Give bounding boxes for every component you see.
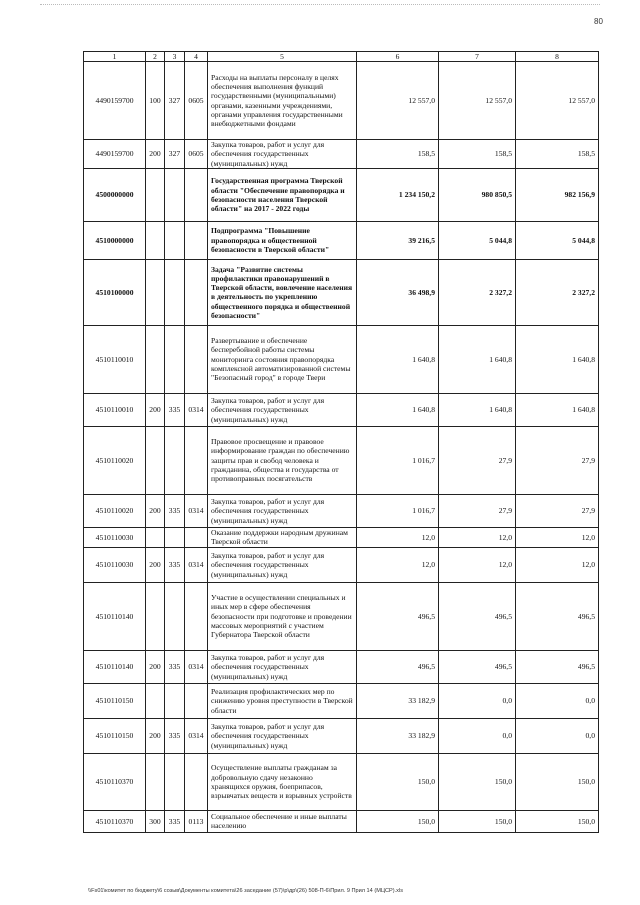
row-value-2020-cell: 1 234 150,2 xyxy=(357,168,439,221)
header-cell: 1 xyxy=(84,52,146,62)
row-description-cell: Развертывание и обеспечение бесперебойной работы системы мониторинга состояния правопорядка комплексной автоматизированной системы "Безопасный город" в городе Твери xyxy=(208,325,357,393)
row-code-cell: 4510110020 xyxy=(84,426,146,494)
row-value-2022-cell: 27,9 xyxy=(516,494,599,527)
row-value-2021-cell: 27,9 xyxy=(439,494,516,527)
row-code-cell: 4510110150 xyxy=(84,683,146,718)
row-admin-code-cell xyxy=(165,582,185,650)
table-row xyxy=(84,547,599,582)
row-admin-code-cell: 327 xyxy=(165,62,185,140)
row-description-cell: Закупка товаров, работ и услуг для обеспечения государственных (муниципальных) нужд xyxy=(208,650,357,683)
row-value-2022-cell: 150,0 xyxy=(516,753,599,810)
table-header-row xyxy=(84,52,599,62)
row-section-cell xyxy=(185,582,208,650)
row-value-2022-cell: 496,5 xyxy=(516,650,599,683)
row-expense-type-cell xyxy=(146,753,165,810)
row-value-2021-cell: 980 850,5 xyxy=(439,168,516,221)
row-admin-code-cell xyxy=(165,259,185,325)
row-value-2021-cell: 496,5 xyxy=(439,582,516,650)
row-value-2022-cell: 1 640,8 xyxy=(516,325,599,393)
row-value-2022-cell: 1 640,8 xyxy=(516,393,599,426)
row-admin-code-cell xyxy=(165,426,185,494)
row-value-2022-cell: 982 156,9 xyxy=(516,168,599,221)
row-value-2022-cell: 12,0 xyxy=(516,527,599,547)
table-row xyxy=(84,718,599,753)
row-value-2022-cell: 150,0 xyxy=(516,810,599,832)
table-row xyxy=(84,582,599,650)
row-admin-code-cell: 335 xyxy=(165,547,185,582)
row-admin-code-cell xyxy=(165,683,185,718)
row-admin-code-cell: 335 xyxy=(165,810,185,832)
row-section-cell: 0314 xyxy=(185,393,208,426)
row-description-cell: Расходы на выплаты персоналу в целях обеспечения выполнения функций государственными (муниципальными) органами, казенными учреждениями, органами управления государственными внебюджетными фондами xyxy=(208,62,357,140)
row-code-cell: 4490159700 xyxy=(84,140,146,169)
row-description-cell: Государственная программа Тверской области "Обеспечение правопорядка и безопасности населения Тверской области" на 2017 - 2022 годы xyxy=(208,168,357,221)
table-row xyxy=(84,325,599,393)
row-admin-code-cell xyxy=(165,221,185,259)
row-description-cell: Оказание поддержки народным дружинам Тверской области xyxy=(208,527,357,547)
row-code-cell: 4510110010 xyxy=(84,325,146,393)
row-value-2020-cell: 496,5 xyxy=(357,650,439,683)
table-row xyxy=(84,221,599,259)
row-description-cell: Правовое просвещение и правовое информирование граждан по обеспечению защиты прав и свобод человека и гражданина, общества и государства от противоправных посягательств xyxy=(208,426,357,494)
row-value-2021-cell: 12,0 xyxy=(439,527,516,547)
row-value-2021-cell: 0,0 xyxy=(439,718,516,753)
row-code-cell: 4510110030 xyxy=(84,527,146,547)
row-value-2022-cell: 0,0 xyxy=(516,683,599,718)
row-admin-code-cell: 327 xyxy=(165,140,185,169)
row-code-cell: 4500000000 xyxy=(84,168,146,221)
row-expense-type-cell xyxy=(146,582,165,650)
row-description-cell: Участие в осуществлении специальных и иных мер в сфере обеспечения безопасности при подготовке и проведении массовых мероприятий с участием Губернатора Тверской области xyxy=(208,582,357,650)
row-value-2022-cell: 496,5 xyxy=(516,582,599,650)
row-section-cell xyxy=(185,753,208,810)
file-path-footer: \\Fs01\комитет по бюджету\6 созыв\Документы комитета\26 заседание (57)\р\др\(26) 508-П-6\Прил. 9 Прил 14 (МЦСР).xls xyxy=(88,888,404,894)
row-value-2022-cell: 5 044,8 xyxy=(516,221,599,259)
row-value-2021-cell: 1 640,8 xyxy=(439,393,516,426)
row-expense-type-cell xyxy=(146,527,165,547)
row-code-cell: 4510110010 xyxy=(84,393,146,426)
row-value-2021-cell: 150,0 xyxy=(439,810,516,832)
table-row xyxy=(84,527,599,547)
row-value-2021-cell: 27,9 xyxy=(439,426,516,494)
row-expense-type-cell xyxy=(146,221,165,259)
row-code-cell: 4510110370 xyxy=(84,810,146,832)
row-value-2020-cell: 12,0 xyxy=(357,527,439,547)
row-code-cell: 4510110140 xyxy=(84,650,146,683)
row-admin-code-cell: 335 xyxy=(165,494,185,527)
row-expense-type-cell xyxy=(146,259,165,325)
row-expense-type-cell: 300 xyxy=(146,810,165,832)
row-section-cell: 0314 xyxy=(185,650,208,683)
row-value-2020-cell: 150,0 xyxy=(357,753,439,810)
row-value-2021-cell: 158,5 xyxy=(439,140,516,169)
row-admin-code-cell xyxy=(165,753,185,810)
table-row xyxy=(84,168,599,221)
row-expense-type-cell: 100 xyxy=(146,62,165,140)
row-expense-type-cell: 200 xyxy=(146,393,165,426)
row-value-2020-cell: 1 016,7 xyxy=(357,494,439,527)
header-cell: 4 xyxy=(185,52,208,62)
page-number: 80 xyxy=(594,17,603,26)
row-admin-code-cell: 335 xyxy=(165,650,185,683)
row-value-2021-cell: 5 044,8 xyxy=(439,221,516,259)
row-section-cell: 0605 xyxy=(185,140,208,169)
row-expense-type-cell xyxy=(146,325,165,393)
row-description-cell: Подпрограмма "Повышение правопорядка и общественной безопасности в Тверской области" xyxy=(208,221,357,259)
row-admin-code-cell xyxy=(165,168,185,221)
row-value-2021-cell: 12,0 xyxy=(439,547,516,582)
row-expense-type-cell: 200 xyxy=(146,718,165,753)
row-value-2021-cell: 2 327,2 xyxy=(439,259,516,325)
row-section-cell xyxy=(185,426,208,494)
row-value-2022-cell: 27,9 xyxy=(516,426,599,494)
row-description-cell: Закупка товаров, работ и услуг для обеспечения государственных (муниципальных) нужд xyxy=(208,393,357,426)
row-code-cell: 4510110030 xyxy=(84,547,146,582)
table-row xyxy=(84,650,599,683)
row-expense-type-cell: 200 xyxy=(146,650,165,683)
row-value-2020-cell: 12 557,0 xyxy=(357,62,439,140)
header-cell: 2 xyxy=(146,52,165,62)
scan-artifact-line xyxy=(40,4,600,5)
row-value-2022-cell: 2 327,2 xyxy=(516,259,599,325)
row-value-2021-cell: 1 640,8 xyxy=(439,325,516,393)
row-value-2020-cell: 36 498,9 xyxy=(357,259,439,325)
row-description-cell: Закупка товаров, работ и услуг для обеспечения государственных (муниципальных) нужд xyxy=(208,140,357,169)
row-value-2021-cell: 496,5 xyxy=(439,650,516,683)
row-section-cell: 0314 xyxy=(185,547,208,582)
row-section-cell xyxy=(185,527,208,547)
row-expense-type-cell xyxy=(146,683,165,718)
table-row xyxy=(84,810,599,832)
table-row xyxy=(84,494,599,527)
row-value-2020-cell: 1 640,8 xyxy=(357,393,439,426)
row-section-cell: 0113 xyxy=(185,810,208,832)
table-row xyxy=(84,426,599,494)
table-row xyxy=(84,683,599,718)
row-code-cell: 4490159700 xyxy=(84,62,146,140)
row-value-2020-cell: 33 182,9 xyxy=(357,718,439,753)
row-description-cell: Закупка товаров, работ и услуг для обеспечения государственных (муниципальных) нужд xyxy=(208,547,357,582)
budget-table xyxy=(83,51,599,833)
row-description-cell: Осуществление выплаты гражданам за добровольную сдачу незаконно хранящихся оружия, боеприпасов, взрывчатых веществ и взрывных устройств xyxy=(208,753,357,810)
row-section-cell xyxy=(185,683,208,718)
header-cell: 3 xyxy=(165,52,185,62)
row-description-cell: Реализация профилактических мер по снижению уровня преступности в Тверской области xyxy=(208,683,357,718)
table-row xyxy=(84,140,599,169)
row-value-2020-cell: 496,5 xyxy=(357,582,439,650)
row-section-cell: 0314 xyxy=(185,718,208,753)
row-value-2022-cell: 158,5 xyxy=(516,140,599,169)
header-cell: 5 xyxy=(208,52,357,62)
row-section-cell: 0605 xyxy=(185,62,208,140)
row-value-2020-cell: 33 182,9 xyxy=(357,683,439,718)
table-row xyxy=(84,753,599,810)
table-row xyxy=(84,259,599,325)
row-code-cell: 4510000000 xyxy=(84,221,146,259)
row-value-2020-cell: 158,5 xyxy=(357,140,439,169)
row-description-cell: Социальное обеспечение и иные выплаты населению xyxy=(208,810,357,832)
row-value-2021-cell: 0,0 xyxy=(439,683,516,718)
row-expense-type-cell: 200 xyxy=(146,140,165,169)
table-row xyxy=(84,62,599,140)
row-value-2022-cell: 12,0 xyxy=(516,547,599,582)
row-value-2020-cell: 12,0 xyxy=(357,547,439,582)
row-value-2020-cell: 39 216,5 xyxy=(357,221,439,259)
row-section-cell xyxy=(185,259,208,325)
row-admin-code-cell xyxy=(165,527,185,547)
row-code-cell: 4510100000 xyxy=(84,259,146,325)
header-cell: 7 xyxy=(439,52,516,62)
row-expense-type-cell xyxy=(146,426,165,494)
row-section-cell: 0314 xyxy=(185,494,208,527)
row-admin-code-cell: 335 xyxy=(165,393,185,426)
row-expense-type-cell: 200 xyxy=(146,547,165,582)
row-code-cell: 4510110150 xyxy=(84,718,146,753)
table-row xyxy=(84,393,599,426)
row-value-2020-cell: 1 016,7 xyxy=(357,426,439,494)
row-value-2020-cell: 150,0 xyxy=(357,810,439,832)
header-cell: 6 xyxy=(357,52,439,62)
row-value-2021-cell: 12 557,0 xyxy=(439,62,516,140)
row-section-cell xyxy=(185,221,208,259)
row-expense-type-cell: 200 xyxy=(146,494,165,527)
row-section-cell xyxy=(185,168,208,221)
row-admin-code-cell xyxy=(165,325,185,393)
row-value-2022-cell: 0,0 xyxy=(516,718,599,753)
row-value-2021-cell: 150,0 xyxy=(439,753,516,810)
row-section-cell xyxy=(185,325,208,393)
row-value-2020-cell: 1 640,8 xyxy=(357,325,439,393)
row-description-cell: Закупка товаров, работ и услуг для обеспечения государственных (муниципальных) нужд xyxy=(208,718,357,753)
row-code-cell: 4510110020 xyxy=(84,494,146,527)
row-code-cell: 4510110370 xyxy=(84,753,146,810)
row-description-cell: Закупка товаров, работ и услуг для обеспечения государственных (муниципальных) нужд xyxy=(208,494,357,527)
row-admin-code-cell: 335 xyxy=(165,718,185,753)
row-code-cell: 4510110140 xyxy=(84,582,146,650)
row-expense-type-cell xyxy=(146,168,165,221)
row-value-2022-cell: 12 557,0 xyxy=(516,62,599,140)
row-description-cell: Задача "Развитие системы профилактики правонарушений в Тверской области, вовлечение населения в деятельность по укреплению общественного порядка и общественной безопасности" xyxy=(208,259,357,325)
header-cell: 8 xyxy=(516,52,599,62)
